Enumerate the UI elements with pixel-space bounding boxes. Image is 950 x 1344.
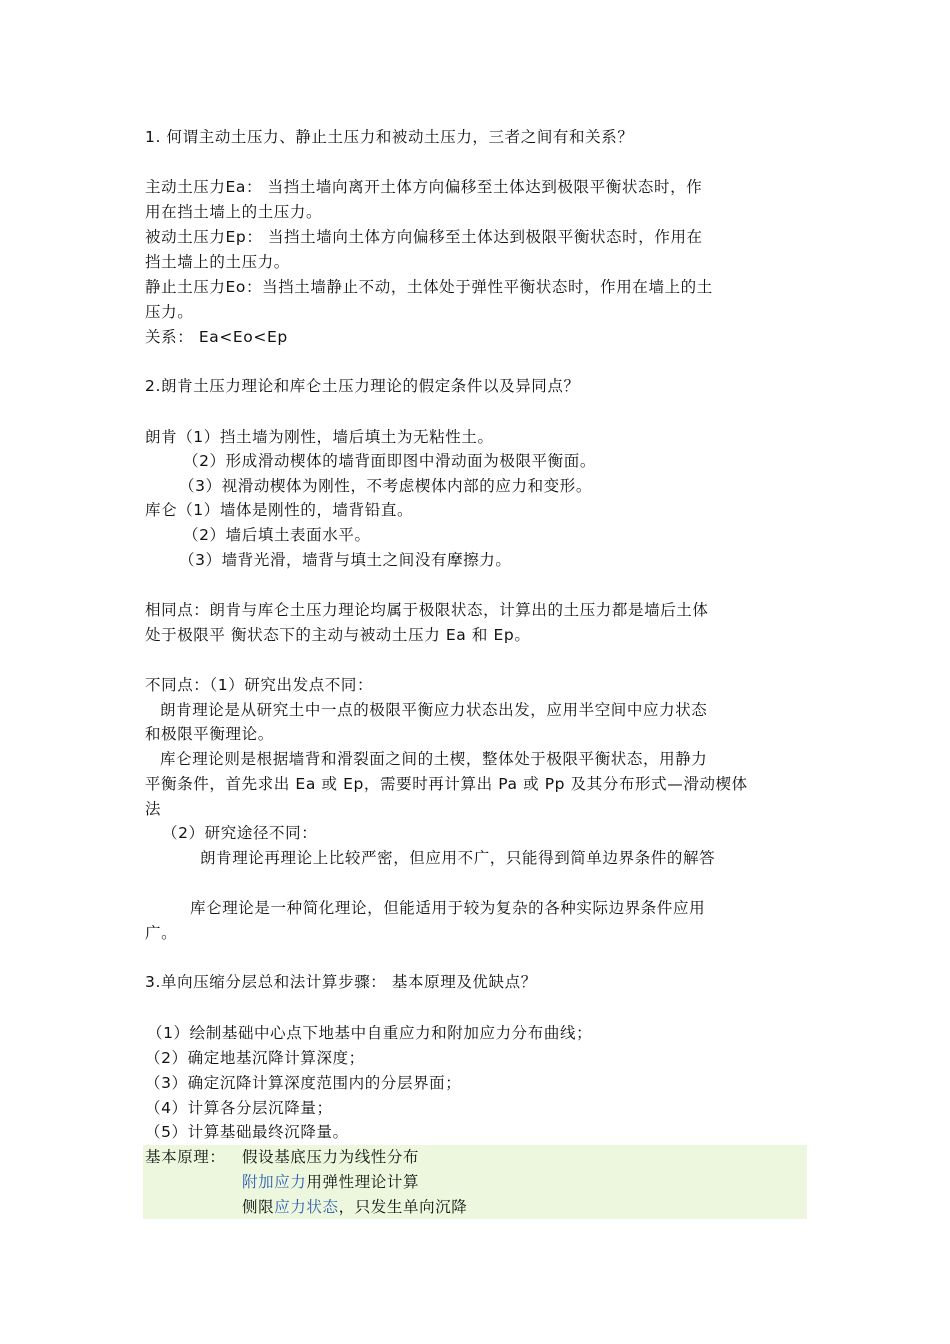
q1-relation: 关系： Ea<Eo<Ep (145, 328, 288, 346)
q2-same-line1: 相同点：朗肯与库仑土压力理论均属于极限状态，计算出的土压力都是墙后土体 (145, 601, 709, 619)
q2-same-line2: 处于极限平 衡状态下的主动与被动土压力 Ea 和 Ep。 (145, 626, 531, 644)
q1-rest-line2: 压力。 (145, 303, 194, 321)
q2-diff2-coulomb-2: 广。 (145, 924, 178, 942)
q2-diff2-coulomb-1: 库仑理论是一种简化理论，但能适用于较为复杂的各种实际边界条件应用 (190, 899, 706, 917)
q1-passive-line1: 被动土压力Ep： 当挡土墙向土体方向偏移至土体达到极限平衡状态时，作用在 (145, 228, 703, 246)
q3-step-2: （2）确定地基沉降计算深度； (145, 1049, 365, 1067)
q2-rankine-1: 朗肯（1）挡土墙为刚性，墙后填土为无粘性土。 (145, 428, 494, 446)
q1-passive-line2: 挡土墙上的土压力。 (145, 253, 290, 271)
q2-coulomb-3: （3）墙背光滑，墙背与填土之间没有摩擦力。 (179, 551, 512, 569)
q1-rest-line1: 静止土压力Eo：当挡土墙静止不动，土体处于弹性平衡状态时，作用在墙上的土 (145, 278, 713, 296)
principle-line3-text: ，只发生单向沉降 (338, 1198, 468, 1216)
stress-state-link[interactable]: 应力状态 (274, 1198, 339, 1216)
principle-line2 (242, 1170, 907, 1194)
additional-stress-link[interactable]: 附加应力 (242, 1173, 307, 1191)
q3-title: 3.单向压缩分层总和法计算步骤： 基本原理及优缺点？ (145, 973, 537, 991)
q2-diff2-rankine: 朗肯理论再理论上比较严密，但应用不广，只能得到简单边界条件的解答 (200, 849, 716, 867)
principle-line1: 假设基底压力为线性分布 (242, 1148, 420, 1166)
q2-diff-rankine-2: 和极限平衡理论。 (145, 725, 274, 743)
q2-diff-coulomb-2: 平衡条件，首先求出 Ea 或 Ep，需要时再计算出 Pa 或 Pp 及其分布形式—滑动楔体 (145, 775, 748, 793)
q2-diff-coulomb-1: 库仑理论则是根据墙背和滑裂面之间的土楔，整体处于极限平衡状态，用静力 (160, 750, 708, 768)
q2-rankine-3: （3）视滑动楔体为刚性，不考虑楔体内部的应力和变形。 (179, 477, 592, 495)
q1-title: 1. 何谓主动土压力、静止土压力和被动土压力，三者之间有和关系？ (145, 128, 634, 146)
q2-diff-coulomb-3: 法 (145, 800, 162, 818)
q2-title: 2.朗肯土压力理论和库仑土压力理论的假定条件以及异同点？ (145, 377, 580, 395)
q1-active-line2: 用在挡土墙上的土压力。 (145, 203, 323, 221)
q2-diff-rankine-1: 朗肯理论是从研究土中一点的极限平衡应力状态出发，应用半空间中应力状态 (160, 701, 708, 719)
principle-line3 (242, 1195, 907, 1219)
q2-coulomb-1: 库仑（1）墙体是刚性的，墙背铅直。 (145, 501, 414, 519)
principle-line3-pre: 侧限 (242, 1198, 275, 1216)
q2-diff2-title: （2）研究途径不同： (162, 824, 318, 842)
q2-coulomb-2: （2）墙后填土表面水平。 (183, 526, 371, 544)
q3-step-3: （3）确定沉降计算深度范围内的分层界面； (145, 1074, 462, 1092)
q1-active-line1: 主动土压力Ea： 当挡土墙向离开土体方向偏移至土体达到极限平衡状态时，作 (145, 178, 703, 196)
q3-step-4: （4）计算各分层沉降量； (145, 1099, 333, 1117)
q3-step-1: （1）绘制基础中心点下地基中自重应力和附加应力分布曲线； (147, 1024, 593, 1042)
q2-rankine-2: （2）形成滑动楔体的墙背面即图中滑动面为极限平衡面。 (183, 452, 596, 470)
q3-step-5: （5）计算基础最终沉降量。 (145, 1123, 349, 1141)
principle-label: 基本原理： (145, 1148, 226, 1166)
q2-diff-title: 不同点：（1）研究出发点不同： (145, 676, 374, 694)
principle-line2-text: 用弹性理论计算 (306, 1173, 420, 1191)
